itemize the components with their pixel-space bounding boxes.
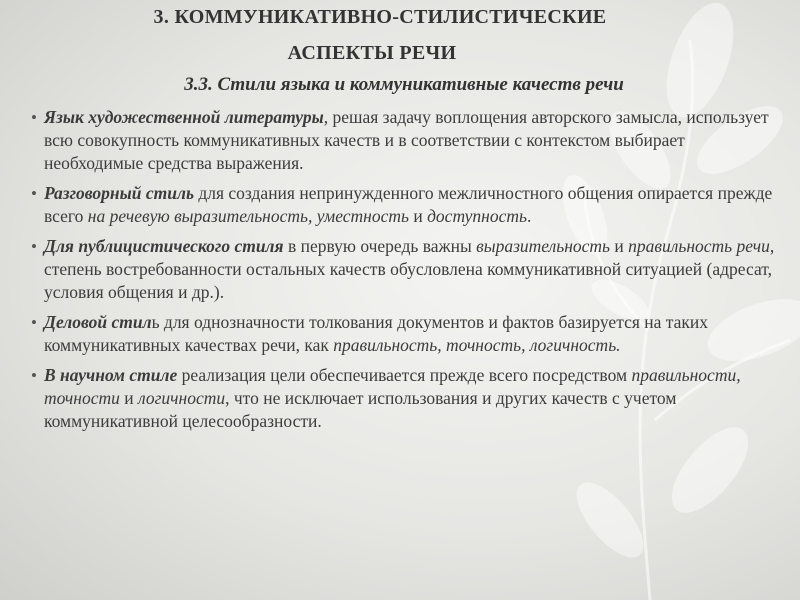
slide-subtitle: 3.3. Стили языка и коммуникативные качеств речи xyxy=(184,74,624,95)
bullet-icon: • xyxy=(31,237,37,256)
item-text: ь для однозначности толкования документов и фактов базируется на таких коммуникативных качествах речи, как xyxy=(44,312,709,355)
list-item-colloquial xyxy=(28,182,778,228)
list-item-publicistic xyxy=(28,235,778,304)
bullet-icon: • xyxy=(31,184,37,203)
item-text: и xyxy=(408,206,428,226)
styles-list xyxy=(28,106,778,440)
item-text: и xyxy=(119,388,138,408)
item-emphasis: доступность xyxy=(427,206,527,226)
slide-title-line1: 3. КОММУНИКАТИВНО-СТИЛИСТИЧЕСКИЕ xyxy=(153,6,607,28)
item-emphasis: логичности xyxy=(138,388,226,408)
item-text: , что не исключает использования и других качеств с учетом коммуникативной целесообразности. xyxy=(44,388,677,431)
term: Язык художественной литературы xyxy=(44,107,324,127)
item-text: , степень востребованности остальных качеств обусловлена коммуникативной ситуацией (адресат, условия общения и др.). xyxy=(44,236,775,302)
item-text: , решая задачу воплощения авторского замысла, использует всю совокупность коммуникативных качеств и в соответствии с контекстом выбирает необходимые средства выражения. xyxy=(44,107,769,173)
item-emphasis: правильность речи xyxy=(628,236,770,256)
list-item-scientific xyxy=(28,364,778,433)
item-emphasis: выразительность xyxy=(476,236,611,256)
item-text: реализация цели обеспечивается прежде всего посредством xyxy=(177,365,632,385)
item-emphasis: правильности, точности xyxy=(44,365,741,408)
term: Деловой стил xyxy=(44,312,152,332)
slide-title-line2: АСПЕКТЫ РЕЧИ xyxy=(287,42,457,64)
term: В научном стиле xyxy=(44,365,178,385)
list-item-fiction xyxy=(28,106,778,175)
item-emphasis: на речевую выразительность, уместность xyxy=(87,206,409,226)
item-text: и xyxy=(610,236,629,256)
item-text: . xyxy=(526,206,532,226)
list-item-business xyxy=(28,311,778,357)
term: Для публицистического стиля xyxy=(44,236,284,256)
bullet-icon: • xyxy=(31,366,37,385)
item-emphasis: правильность, точность, логичность. xyxy=(333,335,621,355)
bullet-icon: • xyxy=(31,313,37,332)
bullet-icon: • xyxy=(31,108,37,127)
item-text: для создания непринужденного межличностного общения опирается прежде всего xyxy=(44,183,773,226)
term: Разговорный стиль xyxy=(44,183,194,203)
item-text: в первую очередь важны xyxy=(283,236,477,256)
